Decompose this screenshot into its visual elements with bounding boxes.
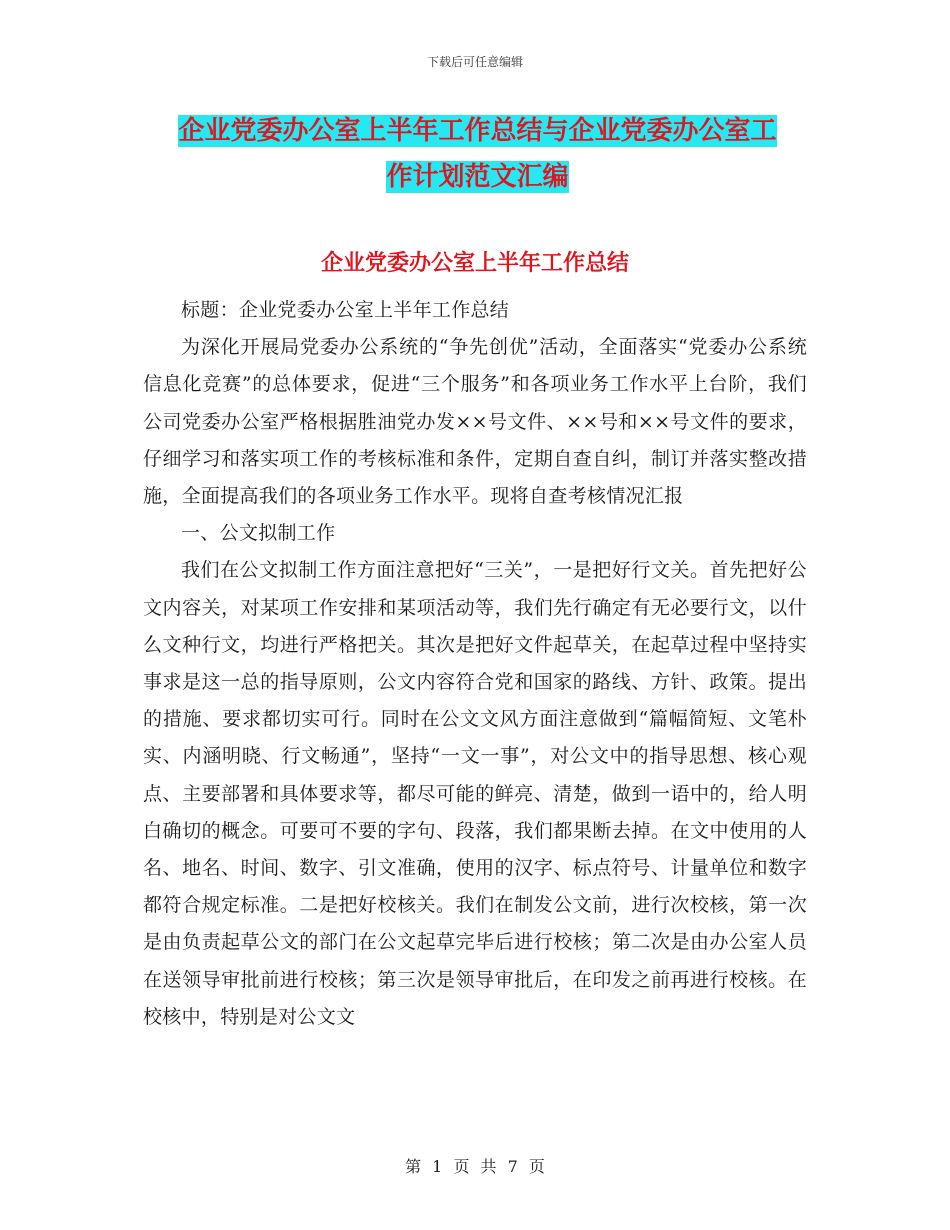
document-body <box>143 292 807 1036</box>
document-title-line2: 作计划范文汇编 <box>386 162 569 192</box>
page-header-note: 下载后可任意编辑 <box>426 55 523 69</box>
body-paragraph: 为深化开展局党委办公系统的“争先创优”活动，全面落实“党委办公系统信息化竞赛”的总体要求，促进“三个服务”和各项业务工作水平上台阶，我们公司党委办公室严格根据胜油党办发××号文件、××号和××号文件的要求，仔细学习和落实项工作的考核标准和条件，定期自查自纠，制订并落实整改措施，全面提高我们的各项业务工作水平。现将自查考核情况汇报 <box>143 336 807 508</box>
body-paragraph: 一、公文拟制工作 <box>181 522 336 545</box>
document-title-line1: 企业党委办公室上半年工作总结与企业党委办公室工 <box>178 116 777 146</box>
section-title: 企业党委办公室上半年工作总结 <box>320 251 629 276</box>
page-number-footer: 第 1 页 共 7 页 <box>405 1157 545 1176</box>
document-title <box>145 108 810 200</box>
body-paragraph: 我们在公文拟制工作方面注意把好“三关”，一是把好行文关。首先把好公文内容关，对某项工作安排和某项活动等，我们先行确定有无必要行文，以什么文种行文，均进行严格把关。其次是把好文件起草关，在起草过程中坚持实事求是这一总的指导原则，公文内容符合党和国家的路线、方针、政策。提出的措施、要求都切实可行。同时在公文文风方面注意做到“篇幅简短、文笔朴实、内涵明晓、行文畅通”，坚持“一文一事”，对公文中的指导思想、核心观点、主要部署和具体要求等，都尽可能的鲜亮、清楚，做到一语中的，给人明白确切的概念。可要可不要的字句、段落，我们都果断去掉。在文中使用的人名、地名、时间、数字、引文准确，使用的汉字、标点符号、计量单位和数字都符合规定标准。二是把好校核关。我们在制发公文前，进行次校核，第一次是由负责起草公文的部门在公文起草完毕后进行校核；第二次是由办公室人员在送领导审批前进行校核；第三次是领导审批后，在印发之前再进行校核。在校核中，特别是对公文文 <box>143 559 807 1028</box>
body-paragraph: 标题：企业党委办公室上半年工作总结 <box>181 299 510 321</box>
